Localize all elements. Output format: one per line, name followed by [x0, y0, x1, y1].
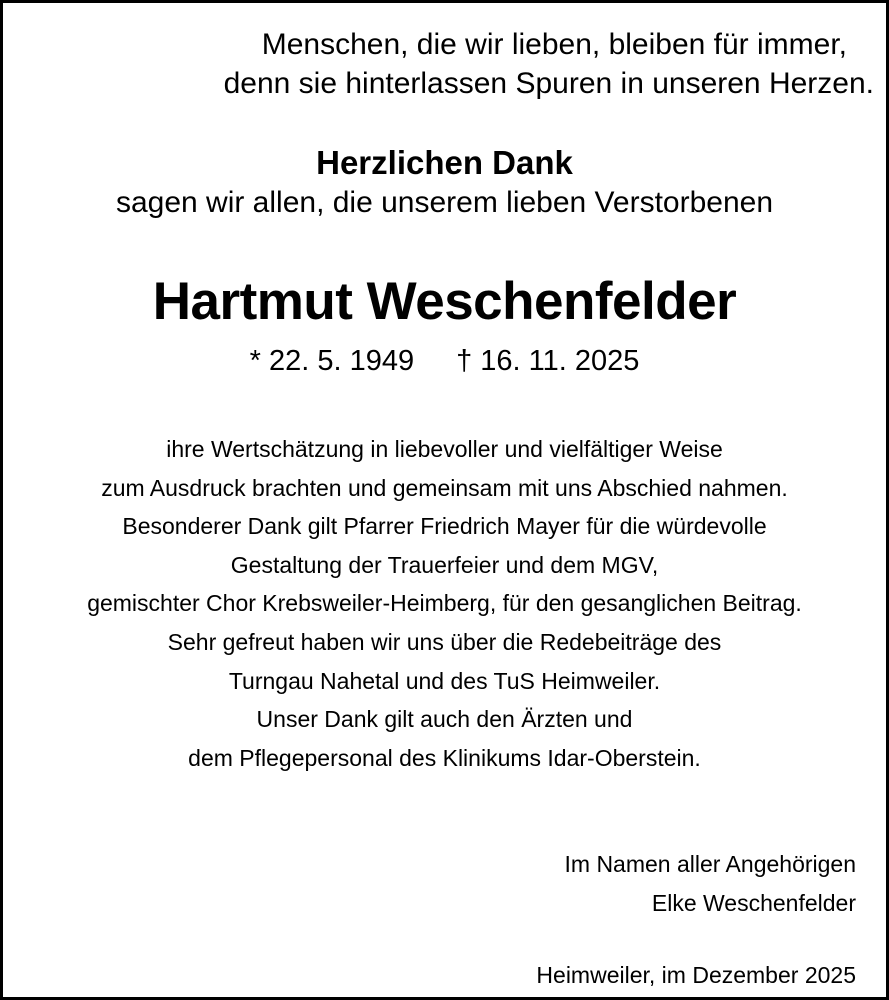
death-date: † 16. 11. 2025 [456, 345, 640, 377]
thanks-text-line: gemischter Chor Krebsweiler-Heimberg, für den gesanglichen Beitrag. [87, 590, 802, 617]
place-and-date: Heimweiler, im Dezember 2025 [536, 962, 856, 988]
signature-name: Elke Weschenfelder [651, 890, 856, 916]
thanks-heading: Herzlichen Dank [316, 144, 573, 181]
thanks-text-line: Unser Dank gilt auch den Ärzten und [256, 706, 633, 733]
thanks-text-line: zum Ausdruck brachten und gemeinsam mit uns Abschied nahmen. [101, 474, 788, 501]
life-dates [3, 341, 886, 381]
birth-date: * 22. 5. 1949 [249, 345, 415, 377]
thanks-text [3, 430, 886, 777]
thanks-text-line: Sehr gefreut haben wir uns über die Redebeiträge des [167, 628, 722, 655]
signature-line-1: Im Namen aller Angehörigen [564, 851, 856, 877]
thanks-text-line: Besonderer Dank gilt Pfarrer Friedrich Mayer für die würdevolle [122, 513, 767, 540]
motto-line-2: denn sie hinterlassen Spuren in unseren Herzen. [223, 67, 874, 100]
thanks-text-line: Turngau Nahetal und des TuS Heimweiler. [228, 667, 661, 694]
thanks-text-line: dem Pflegepersonal des Klinikums Idar-Oberstein. [188, 744, 701, 771]
motto-quote [3, 25, 874, 103]
thanks-text-line: Gestaltung der Trauerfeier und dem MGV, [230, 551, 659, 578]
deceased-name: Hartmut Weschenfelder [152, 272, 737, 331]
motto-line-1: Menschen, die wir lieben, bleiben für immer, [261, 28, 847, 61]
thanks-text-line: ihre Wertschätzung in liebevoller und vielfältiger Weise [166, 436, 723, 462]
signature-block [565, 845, 857, 923]
thanks-subheading: sagen wir allen, die unserem lieben Verstorbenen [115, 186, 774, 219]
